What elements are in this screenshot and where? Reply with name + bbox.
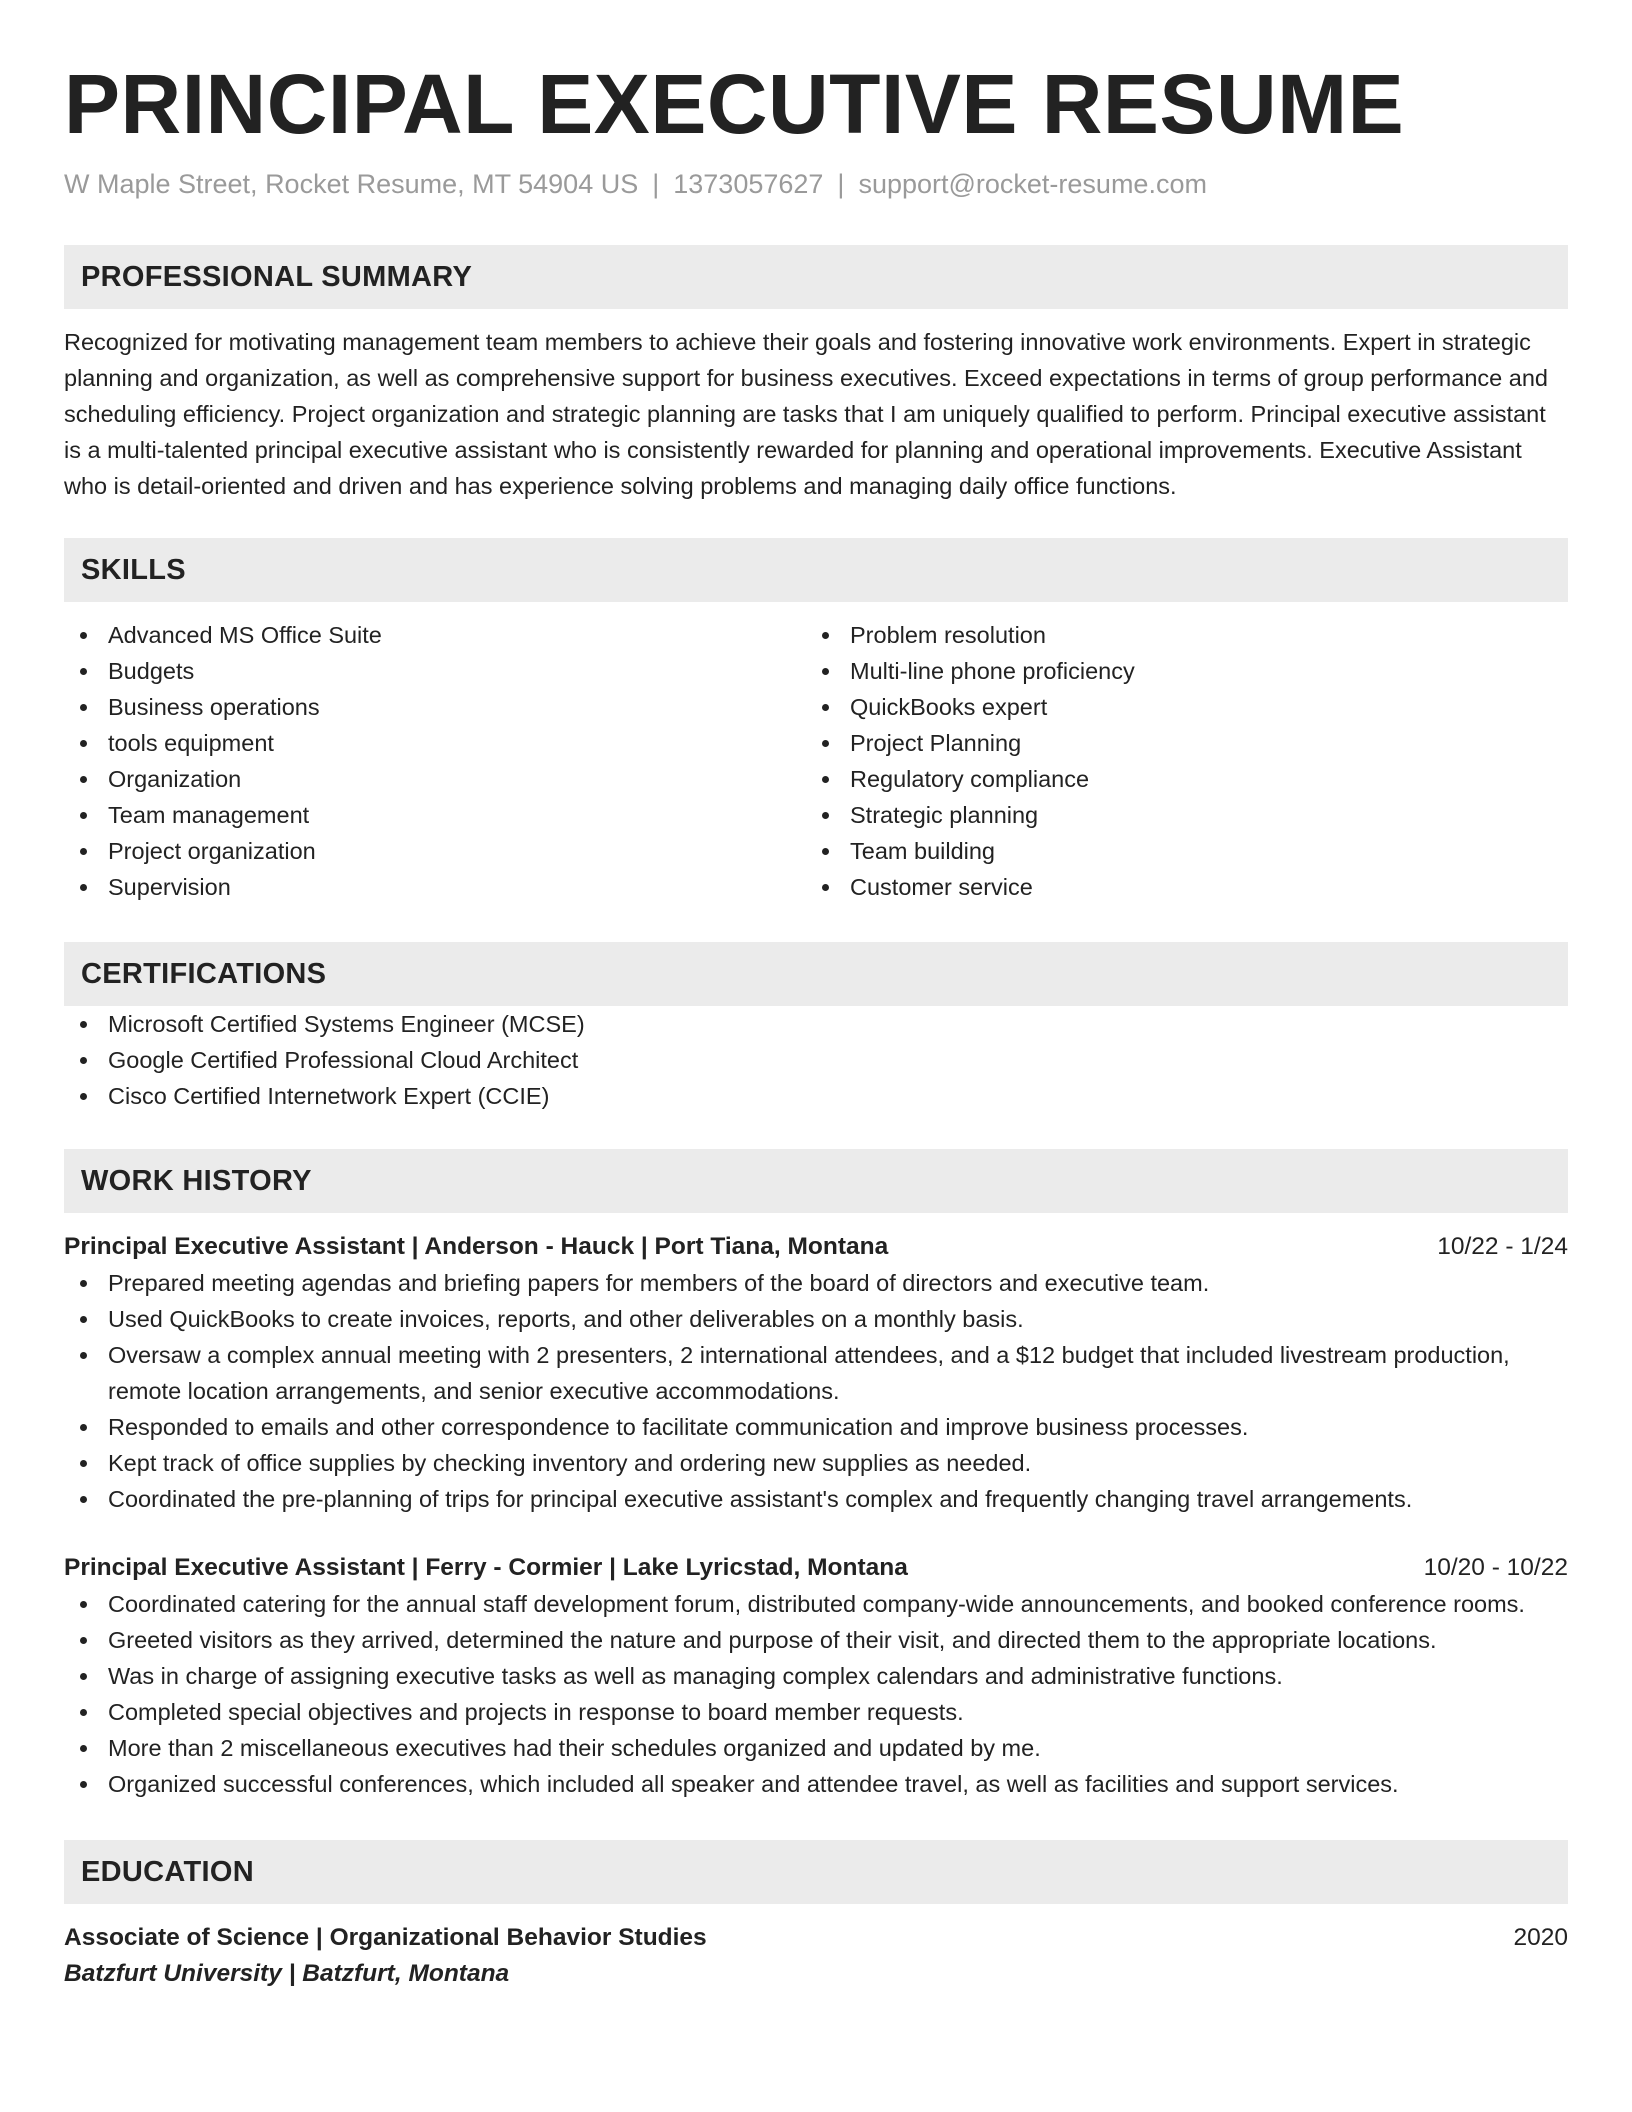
skill-item: Regulatory compliance — [806, 761, 1548, 797]
skill-item: Business operations — [64, 689, 806, 725]
section-header-skills: SKILLS — [64, 538, 1568, 602]
skill-item: Supervision — [64, 869, 806, 905]
job-bullet: Completed special objectives and projects in response to board member requests. — [64, 1694, 1568, 1730]
job-bullet: Organized successful conferences, which included all speaker and attendee travel, as well as facilities and support services. — [64, 1766, 1568, 1802]
skill-item: Strategic planning — [806, 797, 1548, 833]
skills-left-column — [64, 617, 806, 905]
job-bullet: Oversaw a complex annual meeting with 2 presenters, 2 international attendees, and a $12 budget that included livestream production, remote location arrangements, and senior executive accommodations. — [64, 1337, 1568, 1409]
skill-item: Project Planning — [806, 725, 1548, 761]
job-bullet: Coordinated catering for the annual staff development forum, distributed company-wide announcements, and booked conference rooms. — [64, 1586, 1568, 1622]
job-dates: 10/22 - 1/24 — [1437, 1233, 1568, 1260]
summary-text: Recognized for motivating management team members to achieve their goals and fostering innovative work environments. Expert in strategic planning and organization, as well as comprehensive support for business executives. Exceed expectations in terms of group performance and scheduling efficiency. Project organization and strategic planning are tasks that I am uniquely qualified to perform. Principal executive assistant is a multi-talented principal executive assistant who is consistently rewarded for planning and operational improvements. Executive Assistant who is detail-oriented and driven and has experience solving problems and managing daily office functions. — [64, 329, 1548, 499]
education-degree: Associate of Science | Organizational Behavior Studies — [64, 1924, 707, 1951]
certification-item: Cisco Certified Internetwork Expert (CCIE) — [64, 1078, 1568, 1114]
skill-item: Team building — [806, 833, 1548, 869]
job-title: Principal Executive Assistant | Ferry - Cormier | Lake Lyricstad, Montana — [64, 1554, 908, 1581]
education-year: 2020 — [1513, 1924, 1568, 1951]
skill-item: Problem resolution — [806, 617, 1548, 653]
skill-item: Team management — [64, 797, 806, 833]
skill-item: tools equipment — [64, 725, 806, 761]
job-bullet: Prepared meeting agendas and briefing papers for members of the board of directors and executive team. — [64, 1265, 1568, 1301]
skill-item: Multi-line phone proficiency — [806, 653, 1548, 689]
job-bullet: More than 2 miscellaneous executives had their schedules organized and updated by me. — [64, 1730, 1568, 1766]
contact-phone: 1373057627 — [673, 169, 824, 199]
contact-line — [64, 166, 1568, 202]
job-bullets — [64, 1586, 1568, 1802]
skill-item: Project organization — [64, 833, 806, 869]
section-header-certifications: CERTIFICATIONS — [64, 942, 1568, 1006]
contact-email: support@rocket-resume.com — [858, 169, 1207, 199]
certification-item: Microsoft Certified Systems Engineer (MCSE) — [64, 1006, 1568, 1042]
job-bullets — [64, 1265, 1568, 1517]
certification-item: Google Certified Professional Cloud Architect — [64, 1042, 1568, 1078]
job-bullet: Greeted visitors as they arrived, determined the nature and purpose of their visit, and directed them to the appropriate locations. — [64, 1622, 1568, 1658]
job-heading — [64, 1550, 1568, 1586]
contact-separator: | — [652, 169, 660, 199]
skill-item: Budgets — [64, 653, 806, 689]
resume-page — [64, 54, 1568, 1992]
contact-separator: | — [837, 169, 845, 199]
section-header-education: EDUCATION — [64, 1840, 1568, 1904]
job-heading — [64, 1229, 1568, 1265]
contact-address: W Maple Street, Rocket Resume, MT 54904 US — [64, 169, 639, 199]
education-heading — [64, 1920, 1568, 1956]
skills-grid — [64, 617, 1568, 905]
resume-title: PRINCIPAL EXECUTIVE RESUME — [64, 57, 1405, 151]
job-bullet: Used QuickBooks to create invoices, reports, and other deliverables on a monthly basis. — [64, 1301, 1568, 1337]
skill-item: Advanced MS Office Suite — [64, 617, 806, 653]
skill-item: Organization — [64, 761, 806, 797]
skill-item: Customer service — [806, 869, 1548, 905]
job-dates: 10/20 - 10/22 — [1423, 1554, 1568, 1581]
skill-item: QuickBooks expert — [806, 689, 1548, 725]
job-bullet: Kept track of office supplies by checking inventory and ordering new supplies as needed. — [64, 1445, 1568, 1481]
job-bullet: Was in charge of assigning executive tasks as well as managing complex calendars and administrative functions. — [64, 1658, 1568, 1694]
certifications-list — [64, 1006, 1568, 1114]
section-header-work-history: WORK HISTORY — [64, 1149, 1568, 1213]
section-header-summary: PROFESSIONAL SUMMARY — [64, 245, 1568, 309]
job-bullet: Coordinated the pre-planning of trips for principal executive assistant's complex and frequently changing travel arrangements. — [64, 1481, 1568, 1517]
education-school: Batzfurt University | Batzfurt, Montana — [64, 1960, 510, 1987]
job-bullet: Responded to emails and other correspondence to facilitate communication and improve business processes. — [64, 1409, 1568, 1445]
skills-right-column — [806, 617, 1548, 905]
job-title: Principal Executive Assistant | Anderson - Hauck | Port Tiana, Montana — [64, 1233, 889, 1260]
